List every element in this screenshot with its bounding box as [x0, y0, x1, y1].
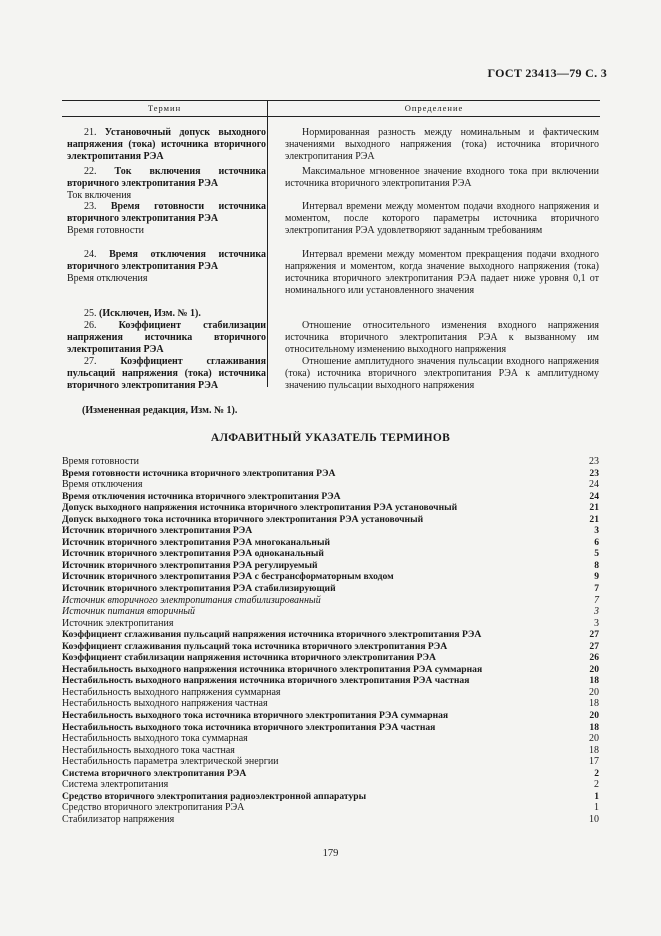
index-ref-number: 2: [594, 779, 599, 791]
index-entry: [62, 698, 599, 710]
index-ref-number: 23: [589, 456, 599, 467]
table-header: [62, 100, 600, 117]
index-term: Источник вторичного электропитания РЭА с бестрансформаторным входом: [62, 571, 394, 583]
index-ref-number: 17: [589, 756, 599, 768]
index-term: Источник вторичного электропитания РЭА одноканальный: [62, 548, 324, 560]
index-entry: [62, 595, 599, 607]
index-term: Нестабильность выходного напряжения частная: [62, 698, 268, 710]
term-cell: 22. Ток включения источника вторичного электропитания РЭА Ток включения: [67, 166, 267, 201]
alphabetical-index: [62, 456, 599, 826]
index-entry: [62, 468, 599, 480]
index-entry: [62, 664, 599, 676]
index-entry: [62, 618, 599, 630]
index-term: Система вторичного электропитания РЭА: [62, 767, 247, 779]
index-term: Нестабильность выходного тока источника вторичного электропитания РЭА частная: [62, 721, 436, 733]
index-ref-number: 1: [594, 802, 599, 814]
page-number: 179: [322, 848, 339, 859]
index-ref-number: 20: [589, 663, 599, 675]
definition-cell: Отношение относительного изменения входного напряжения источника вторичного электропитания РЭА к вызванному им относительному изменению выходного напряжения: [285, 320, 599, 355]
index-ref-number: 21: [589, 502, 599, 514]
index-ref-number: 21: [589, 513, 599, 525]
term-cell: 25. (Исключен, Изм. № 1).: [84, 308, 201, 319]
index-entry: [62, 652, 599, 664]
index-term: Нестабильность выходного тока частная: [62, 744, 235, 756]
index-entry: [62, 491, 599, 503]
index-ref-number: 24: [589, 490, 599, 502]
index-term: Источник вторичного электропитания стабилизированный: [62, 594, 321, 606]
index-entry: [62, 525, 599, 537]
term-cell: 26. Коэффициент стабилизации напряжения источника вторичного электропитания РЭА: [67, 320, 266, 355]
index-term: Стабилизатор напряжения: [62, 813, 175, 825]
index-entry: [62, 583, 599, 595]
definition-cell: Интервал времени между моментом подачи входного напряжения и моментом, после которого параметры источника вторичного электропитания РЭА удовлетворяют заданным требованиям: [285, 201, 599, 236]
index-term: Нестабильность выходного напряжения источника вторичного электропитания РЭА частная: [62, 675, 470, 687]
index-term: Коэффициент сглаживания пульсаций тока источника вторичного электропитания РЭА: [62, 640, 448, 652]
index-entry: [62, 687, 599, 699]
index-term: Допуск выходного тока источника вторичного электропитания РЭА установочный: [62, 513, 424, 525]
index-term: Средство вторичного электропитания радиоэлектронной аппаратуры: [62, 790, 367, 802]
index-term: Время готовности источника вторичного электропитания РЭА: [62, 467, 336, 479]
index-entry: [62, 641, 599, 653]
index-ref-number: 20: [589, 710, 599, 722]
index-ref-number: 18: [589, 675, 599, 687]
index-title: АЛФАВИТНЫЙ УКАЗАТЕЛЬ ТЕРМИНОВ: [210, 432, 451, 444]
index-term: Источник вторичного электропитания РЭА многоканальный: [62, 536, 330, 548]
index-term: Средство вторичного электропитания РЭА: [62, 802, 245, 814]
index-ref-number: 23: [589, 467, 599, 479]
index-ref-number: 20: [589, 686, 599, 698]
index-entry: [62, 756, 599, 768]
index-entry: [62, 745, 599, 757]
index-ref-number: 3: [594, 525, 599, 537]
index-ref-number: 10: [589, 813, 599, 825]
index-entry: [62, 479, 599, 491]
index-ref-number: 20: [589, 733, 599, 745]
index-entry: [62, 606, 599, 618]
term-cell: 27. Коэффициент сглаживания пульсаций напряжения (тока) источника вторичного электропитания РЭА: [67, 356, 266, 391]
index-ref-number: 18: [589, 744, 599, 756]
index-ref-number: 5: [594, 548, 599, 560]
index-ref-number: 26: [589, 652, 599, 664]
index-entry: [62, 571, 599, 583]
index-ref-number: 8: [594, 559, 599, 571]
index-term: Источник электропитания: [62, 617, 174, 629]
index-term: Время отключения источника вторичного электропитания РЭА: [62, 490, 341, 502]
definition-cell: Нормированная разность между номинальным и фактическим значениями выходного напряжения (тока) источника вторичного электропитания РЭА: [285, 127, 599, 162]
index-term: Источник питания вторичный: [62, 606, 196, 618]
index-term: Допуск выходного напряжения источника вторичного электропитания РЭА установочный: [62, 502, 458, 514]
index-entry: [62, 722, 599, 734]
definition-cell: Отношение амплитудного значения пульсации входного напряжения (тока) источника вторичного электропитания РЭА к амплитудному значению пульсации выходного напряжения: [285, 356, 599, 391]
index-ref-number: 18: [589, 721, 599, 733]
index-ref-number: 27: [589, 640, 599, 652]
index-entry: [62, 814, 599, 826]
index-ref-number: 3: [594, 617, 599, 629]
index-term: Источник вторичного электропитания РЭА: [62, 525, 253, 537]
edition-note: (Измененная редакция, Изм. № 1).: [82, 405, 238, 416]
index-ref-number: 18: [589, 698, 599, 710]
index-term: Нестабильность выходного тока источника вторичного электропитания РЭА суммарная: [62, 710, 449, 722]
index-ref-number: 7: [594, 583, 599, 595]
index-entry: [62, 560, 599, 572]
term-cell: 24. Время отключения источника вторичного электропитания РЭА Время отключения: [67, 249, 266, 284]
term-cell: 23. Время готовности источника вторичного электропитания РЭА Время готовности: [67, 201, 267, 236]
definition-cell: Максимальное мгновенное значение входного тока при включении источника вторичного электропитания РЭА: [285, 166, 599, 189]
definition-cell: Интервал времени между моментом прекращения подачи входного напряжения и моментом, когда значение выходного напряжения (тока) источника вторичного электропитания РЭА падает ниже уровня 0,1 от номинального или установленного значения: [285, 249, 599, 296]
index-ref-number: 6: [594, 536, 599, 548]
index-ref-number: 27: [589, 629, 599, 641]
index-term: Система электропитания: [62, 779, 169, 791]
index-entry: [62, 548, 599, 560]
index-ref-number: 24: [589, 479, 599, 491]
index-entry: [62, 733, 599, 745]
index-term: Время готовности: [62, 456, 139, 467]
index-term: Источник вторичного электропитания РЭА регулируемый: [62, 559, 318, 571]
index-term: Источник вторичного электропитания РЭА стабилизирующий: [62, 583, 336, 595]
index-entry: [62, 768, 599, 780]
index-entry: [62, 456, 599, 468]
col-def-header: Определение: [404, 103, 464, 113]
index-ref-number: 9: [594, 571, 599, 583]
index-ref-number: 3: [594, 606, 599, 618]
index-term: Нестабильность выходного напряжения источника вторичного электропитания РЭА суммарная: [62, 663, 483, 675]
column-divider: [267, 115, 268, 387]
index-ref-number: 1: [594, 790, 599, 802]
index-entry: [62, 629, 599, 641]
index-entry: [62, 802, 599, 814]
index-entry: [62, 779, 599, 791]
index-entry: [62, 675, 599, 687]
index-term: Нестабильность выходного напряжения суммарная: [62, 686, 281, 698]
index-term: Коэффициент стабилизации напряжения источника вторичного электропитания РЭА: [62, 652, 436, 664]
index-ref-number: 7: [594, 594, 599, 606]
index-entry: [62, 710, 599, 722]
page-header: ГОСТ 23413—79 С. 3: [487, 66, 607, 80]
index-term: Коэффициент сглаживания пульсаций напряжения источника вторичного электропитания РЭА: [62, 629, 482, 641]
index-entry: [62, 514, 599, 526]
index-entry: [62, 791, 599, 803]
term-cell: 21. Установочный допуск выходного напряжения (тока) источника вторичного электропитания РЭА: [67, 127, 266, 162]
index-entry: [62, 502, 599, 514]
index-entry: [62, 537, 599, 549]
index-ref-number: 2: [594, 767, 599, 779]
col-term-header: Термин: [147, 103, 182, 113]
index-term: Время отключения: [62, 479, 143, 491]
index-term: Нестабильность параметра электрической энергии: [62, 756, 279, 768]
index-term: Нестабильность выходного тока суммарная: [62, 733, 248, 745]
